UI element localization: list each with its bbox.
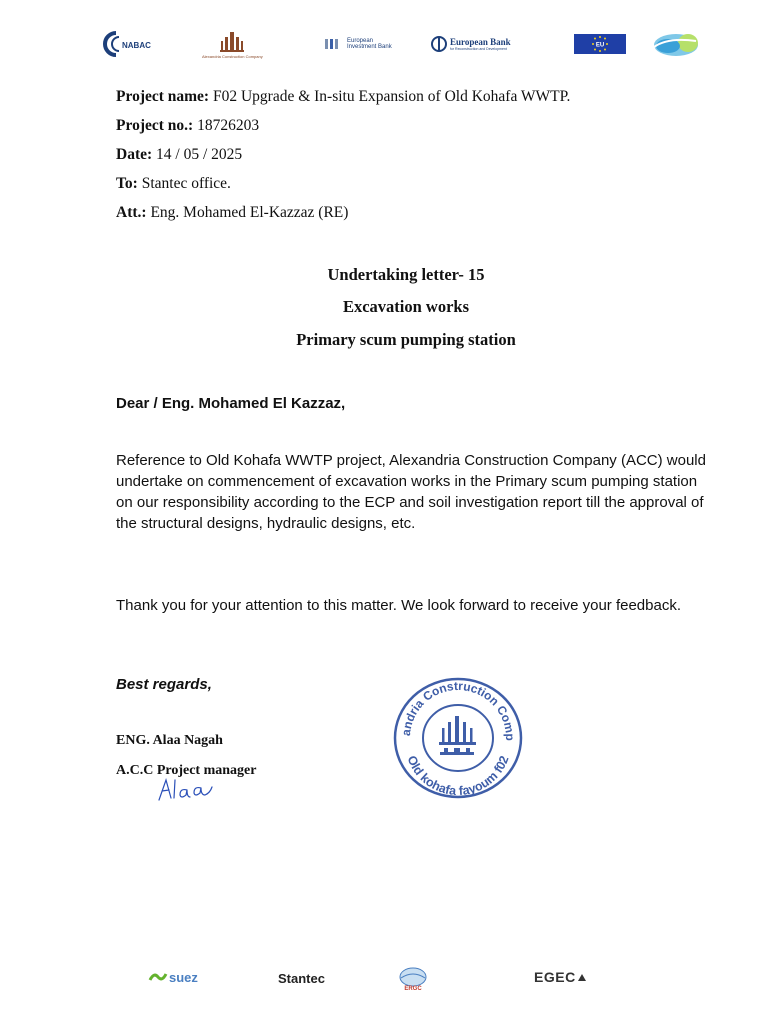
signer-title: A.C.C Project manager bbox=[116, 763, 257, 778]
svg-text:Alexandria Construction Compan bbox=[392, 676, 517, 741]
acc-logo-text: Alexandria Construction Company bbox=[202, 53, 263, 59]
acc-logo bbox=[202, 24, 263, 64]
field-value: 18726203 bbox=[193, 117, 260, 134]
field-value: Stantec office. bbox=[137, 175, 231, 192]
field-label: Project name: bbox=[116, 88, 210, 105]
header-logos bbox=[100, 24, 710, 64]
field-value: Eng. Mohamed El-Kazzaz (RE) bbox=[146, 204, 349, 221]
ergc-logo-text: ERGC bbox=[404, 986, 422, 992]
signer-name: ENG. Alaa Nagah bbox=[116, 733, 223, 748]
project-number-field bbox=[116, 115, 570, 144]
to-field bbox=[116, 173, 570, 202]
field-label: Project no.: bbox=[116, 117, 194, 134]
svg-text:Old kohafa fayoum f02 bbox=[404, 754, 511, 799]
suez-logo-text: suez bbox=[169, 969, 198, 985]
stantec-logo bbox=[278, 962, 325, 994]
egec-logo bbox=[534, 962, 587, 992]
stantec-logo-text: Stantec bbox=[278, 970, 325, 986]
attention-field bbox=[116, 202, 570, 231]
ebrd-logo-subtitle: for Reconstruction and Development bbox=[450, 46, 507, 51]
subject-line-3: Primary scum pumping station bbox=[296, 330, 516, 349]
handwritten-signature bbox=[156, 776, 218, 809]
suez-logo bbox=[148, 962, 198, 992]
field-label: To: bbox=[116, 175, 138, 192]
egec-logo-text: EGEC bbox=[534, 969, 576, 985]
ebrd-logo-text: European Bank bbox=[450, 36, 511, 47]
eu-flag-text: EU bbox=[595, 42, 605, 49]
body-paragraph-2: Thank you for your attention to this matter. We look forward to receive your feedback. bbox=[116, 597, 682, 614]
field-value: 14 / 05 / 2025 bbox=[152, 146, 243, 163]
water-logo bbox=[648, 24, 702, 64]
company-stamp bbox=[392, 676, 524, 805]
eib-logo-text: European Investment Bank bbox=[347, 38, 392, 50]
subject-line-2: Excavation works bbox=[342, 297, 470, 316]
footer-logos bbox=[140, 962, 620, 996]
subject-line-1: Undertaking letter- 15 bbox=[327, 265, 485, 284]
project-name-field bbox=[116, 86, 570, 115]
closing: Best regards, bbox=[116, 676, 212, 693]
stamp-top-text: andria Construction Comp bbox=[398, 678, 518, 741]
ergc-logo bbox=[398, 962, 428, 996]
eu-flag-logo bbox=[574, 24, 626, 64]
field-label: Att.: bbox=[116, 204, 147, 221]
nabac-logo bbox=[102, 24, 158, 64]
salutation: Dear / Eng. Mohamed El Kazzaz, bbox=[116, 395, 346, 412]
date-field bbox=[116, 144, 570, 173]
nabac-logo-text: NABAC bbox=[122, 41, 151, 50]
field-value: F02 Upgrade & In-situ Expansion of Old Kohafa WWTP. bbox=[209, 88, 571, 105]
stamp-bottom-text: Old kohafa fayoum f02 bbox=[404, 753, 512, 799]
eib-logo bbox=[324, 24, 399, 64]
ebrd-logo bbox=[430, 24, 511, 64]
field-label: Date: bbox=[116, 146, 153, 163]
letter-header-fields bbox=[116, 86, 570, 231]
stamp-emblem bbox=[439, 716, 476, 755]
body-paragraph-1: Reference to Old Kohafa WWTP project, Alexandria Construction Company (ACC) would undertake on commencement of excavation works in the Primary scum pumping station on our responsibility according to the ECP and soil investigation report till the approval of the structural designs, hydraulic designs, etc. bbox=[116, 452, 706, 532]
